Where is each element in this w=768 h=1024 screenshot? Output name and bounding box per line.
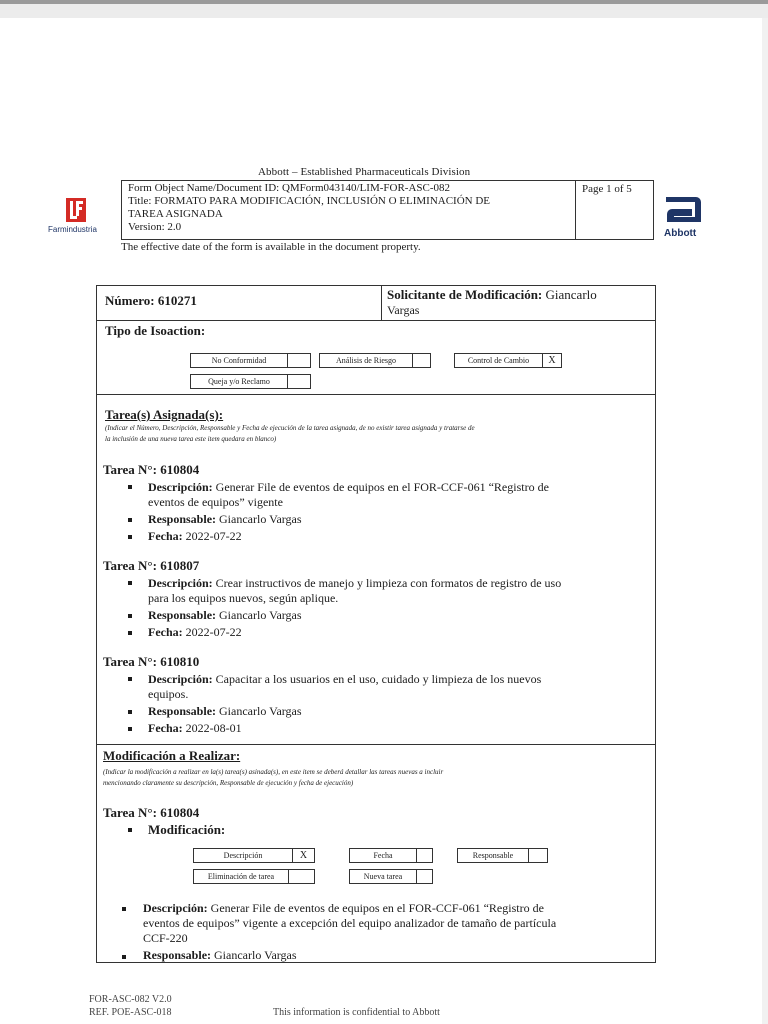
- scan-shadow-right: [762, 18, 768, 1024]
- division-title: Abbott – Established Pharmaceuticals Division: [258, 166, 471, 178]
- tarea-1-descripcion: Descripción: Generar File de eventos de equipos en el FOR-CCF-061 “Registro de eventos de equipos” vigente: [148, 480, 549, 509]
- object-name: Form Object Name/Document ID: QMForm043140/LIM-FOR-ASC-082: [128, 182, 451, 194]
- section-divider: [97, 320, 655, 321]
- modificacion-note: (Indicar la modificación a realizar en la(s) tarea(s) asinada(s), en este item se deberá detallar las tareas nuevas a incluir mencionando claramente su descripción, Responsable de ejecución y fecha de ejecución): [103, 768, 444, 787]
- checkbox-mod-fecha[interactable]: Fecha: [349, 848, 433, 863]
- bullet-icon: [128, 710, 132, 714]
- tarea-1-responsable: Responsable: Giancarlo Vargas: [148, 512, 302, 526]
- solicitante-value: Giancarlo: [545, 287, 597, 302]
- section-divider: [97, 744, 655, 745]
- solicitante-field: [387, 287, 597, 303]
- numero-field: [105, 293, 197, 309]
- title-line-2: TAREA ASIGNADA: [128, 208, 223, 220]
- footer-form-code: FOR-ASC-082 V2.0: [89, 994, 172, 1005]
- title-line-1: Title: FORMATO PARA MODIFICACIÓN, INCLUSIÓN O ELIMINACIÓN DE: [128, 195, 491, 207]
- mod-responsable: Responsable: Giancarlo Vargas: [143, 948, 297, 962]
- row-divider: [381, 286, 382, 320]
- version: Version: 2.0: [128, 221, 182, 233]
- document-header-box: [121, 180, 654, 240]
- bullet-icon: [128, 631, 132, 635]
- checkbox-analisis-riesgo[interactable]: Análisis de Riesgo: [319, 353, 431, 368]
- bullet-icon: [128, 614, 132, 618]
- checkbox-mod-responsable[interactable]: Responsable: [457, 848, 548, 863]
- footer-reference: REF. POE-ASC-018: [89, 1007, 172, 1018]
- mod-descripcion: Descripción: Generar File de eventos de equipos en el FOR-CCF-061 “Registro de eventos de equipos” vigente a excepción del equipo analizador de tamaño de partícula CCF-220: [143, 901, 557, 945]
- bullet-icon: [128, 485, 132, 489]
- modification-form: [96, 285, 656, 963]
- tarea-2-title: Tarea N°: 610807: [103, 558, 200, 573]
- effective-date-note: The effective date of the form is available in the document property.: [121, 241, 421, 253]
- abbott-logo-text: Abbott: [664, 228, 697, 239]
- tareas-note: (Indicar el Número, Descripción, Responsable y Fecha de ejecución de la tarea asignada, de no existir tarea asignada y tratarse de la inclusión de una nueva tarea este item quedara en blanco): [105, 424, 475, 443]
- numero-value: 610271: [157, 293, 197, 308]
- tarea-1-fecha: Fecha: 2022-07-22: [148, 529, 242, 543]
- bullet-icon: [128, 535, 132, 539]
- tarea-2-fecha: Fecha: 2022-07-22: [148, 625, 242, 639]
- checkbox-queja-reclamo[interactable]: Queja y/o Reclamo: [190, 374, 311, 389]
- bullet-icon: [128, 727, 132, 731]
- tarea-3-fecha: Fecha: 2022-08-01: [148, 721, 242, 735]
- bullet-icon: [128, 828, 132, 832]
- modificacion-heading: Modificación a Realizar:: [103, 748, 241, 763]
- tarea-2-descripcion: Descripción: Crear instructivos de manejo y limpieza con formatos de registro de uso para los equipos nuevos, según aplique.: [148, 576, 562, 605]
- checkbox-no-conformidad[interactable]: No Conformidad: [190, 353, 311, 368]
- tarea-3-descripcion: Descripción: Capacitar a los usuarios en el uso, cuidado y limpieza de los nuevos equipos.: [148, 672, 542, 701]
- footer-confidential: This information is confidential to Abbott: [273, 1007, 440, 1018]
- solicitante-label: Solicitante de Modificación:: [387, 287, 543, 302]
- abbott-logo-icon: [662, 193, 704, 227]
- checkbox-mod-nueva-tarea[interactable]: Nueva tarea: [349, 869, 433, 884]
- tipo-label: Tipo de Isoaction:: [105, 323, 206, 338]
- checkbox-mod-descripcion[interactable]: Descripción X: [193, 848, 315, 863]
- modificacion-label: Modificación:: [148, 822, 226, 837]
- page-number: Page 1 of 5: [582, 183, 632, 195]
- bullet-icon: [122, 955, 126, 959]
- tarea-3-responsable: Responsable: Giancarlo Vargas: [148, 704, 302, 718]
- numero-label: Número:: [105, 293, 155, 308]
- bullet-icon: [128, 581, 132, 585]
- farmindustria-logo-text: Farmindustria: [48, 225, 97, 234]
- bullet-icon: [128, 677, 132, 681]
- document-header-info: [122, 181, 576, 239]
- farmindustria-logo-icon: [66, 198, 86, 222]
- checkbox-mod-eliminacion[interactable]: Eliminación de tarea: [193, 869, 315, 884]
- section-divider: [97, 394, 655, 395]
- tarea-2-responsable: Responsable: Giancarlo Vargas: [148, 608, 302, 622]
- tarea-3-title: Tarea N°: 610810: [103, 654, 200, 669]
- scan-shadow-top: [0, 4, 768, 18]
- mod-tarea-title: Tarea N°: 610804: [103, 805, 200, 820]
- bullet-icon: [122, 907, 126, 911]
- checkbox-control-cambio[interactable]: Control de Cambio X: [454, 353, 562, 368]
- bullet-icon: [128, 518, 132, 522]
- solicitante-value-line2: Vargas: [387, 303, 420, 317]
- tareas-heading: Tarea(s) Asignada(s):: [105, 407, 224, 422]
- tarea-1-title: Tarea N°: 610804: [103, 462, 200, 477]
